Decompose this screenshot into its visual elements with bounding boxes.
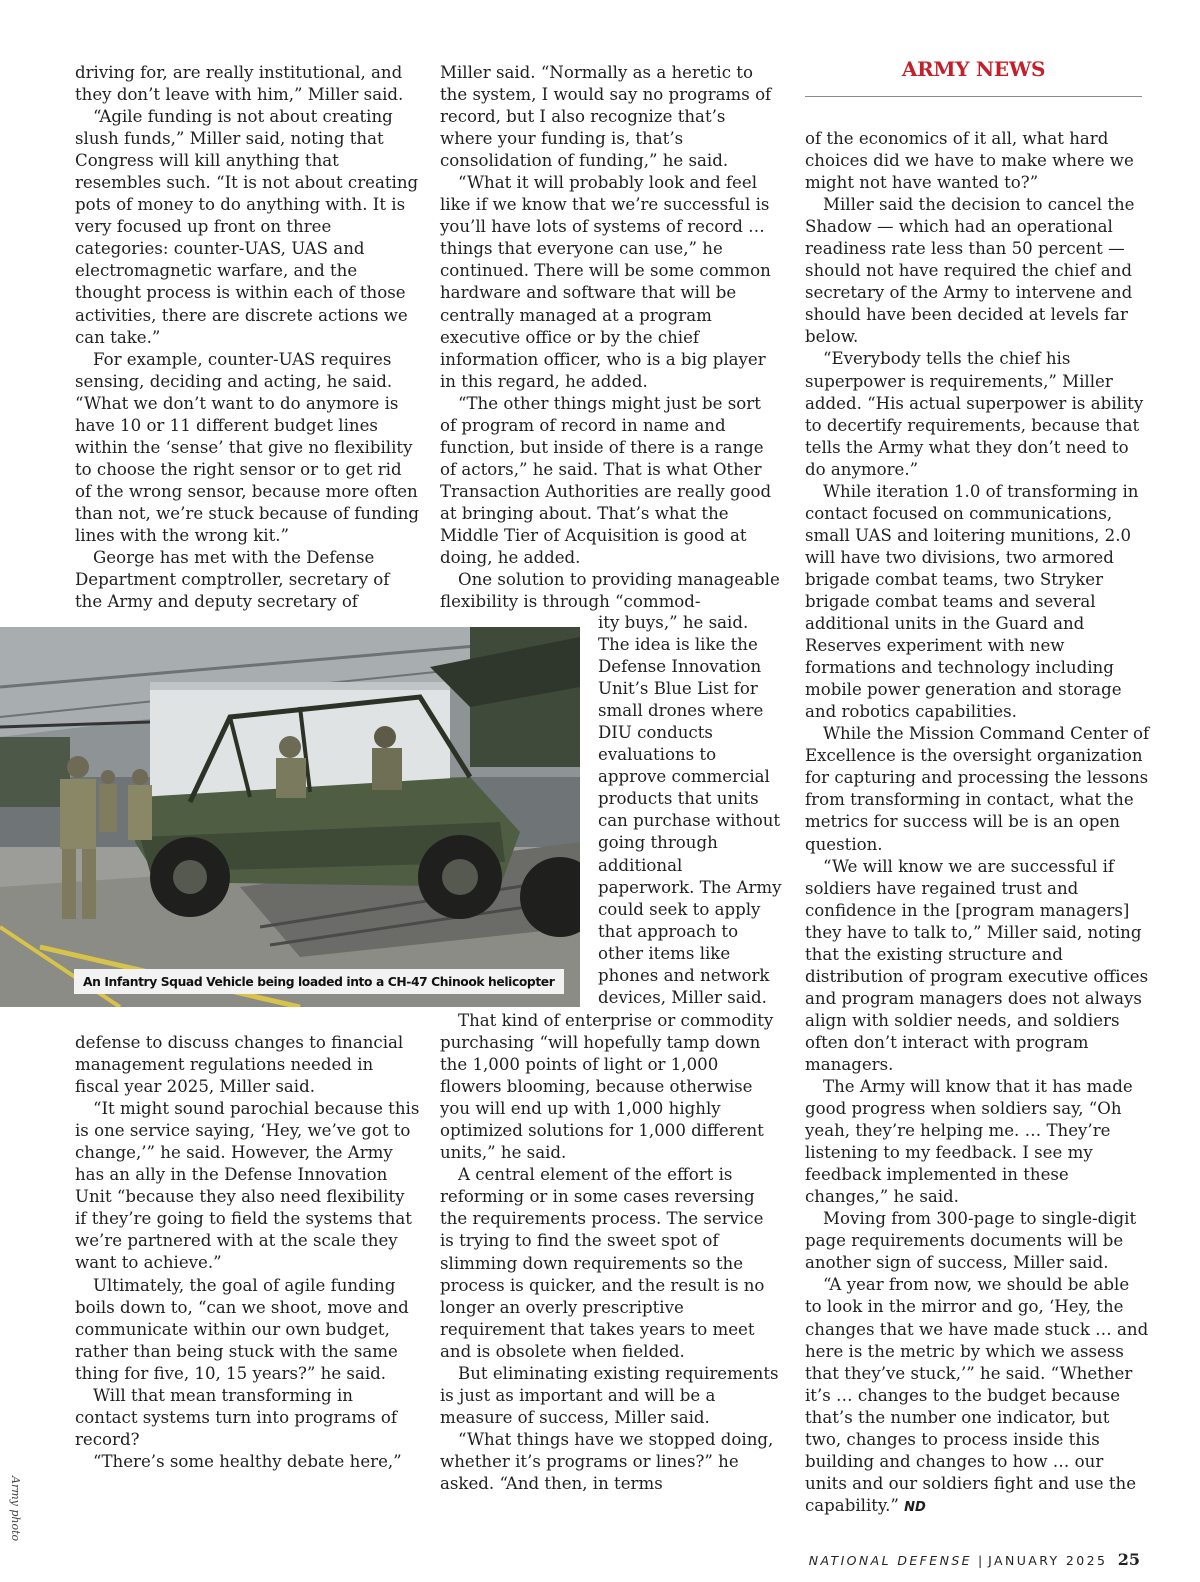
- paragraph: “The other things might just be sort of program of record in name and function, but inside of there is a range of actors,” he said. That is what Other Transaction Authorities are really good at bringing about. That’s what the Middle Tier of Acquisition is good at doing, he added.: [440, 393, 772, 568]
- column-1-top: [75, 62, 420, 613]
- paragraph: But eliminating existing requirements is just as important and will be a measure of success, Miller said.: [440, 1363, 779, 1427]
- issue-date: JANUARY 2025: [988, 1553, 1108, 1568]
- paragraph: While the Mission Command Center of Excellence is the oversight organization for capturing and processing the lessons from transforming in contact, what the metrics for success will be is an open question.: [805, 724, 1150, 854]
- paragraph: ity buys,” he said. The idea is like the Defense Innovation Unit’s Blue List for small drones where DIU conducts evaluations to approve commercial products that units can purchase without going through additional paperwork. The Army could seek to apply that approach to other items like phones and network devices, Miller said.: [598, 613, 782, 1007]
- paragraph: Miller said. “Normally as a heretic to the system, I would say no programs of record, but I also recognize that’s where your funding is, that’s consolidation of funding,” he said.: [440, 63, 772, 171]
- column-2-bottom: [440, 1010, 782, 1495]
- column-2-top: [440, 62, 782, 613]
- paragraph: “There’s some healthy debate here,”: [93, 1451, 402, 1471]
- paragraph: defense to discuss changes to financial management regulations needed in fiscal year 2025, Miller said.: [75, 1033, 404, 1097]
- paragraph: “It might sound parochial because this is one service saying, ‘Hey, we’ve got to change,’” he said. However, the Army has an ally in the Defense Innovation Unit “because they also need flexibility if they’re going to field the systems that we’re partnered with at the scale they want to achieve.”: [75, 1099, 420, 1273]
- paragraph: “We will know we are successful if soldiers have regained trust and confidence in the [program managers] they have to talk to,” Miller said, noting that the existing structure and distribution of program executive offices and program managers does not always align with soldier needs, and soldiers often don’t interact with program managers.: [805, 856, 1149, 1074]
- paragraph: “Agile funding is not about creating slush funds,” Miller said, noting that Congress will kill anything that resembles such. “It is not about creating pots of money to do anything with. It is very focused up front on three categories: counter-UAS, UAS and electromagnetic warfare, and the thought process is within each of those activities, there are discrete actions we can take.”: [75, 107, 419, 347]
- page-footer: [809, 1550, 1140, 1569]
- section-header-rule: [805, 96, 1142, 97]
- article-photo: [0, 627, 580, 1007]
- paragraph: A central element of the effort is reforming or in some cases reversing the requirements process. The service is trying to find the sweet spot of slimming down requirements so the process is quicker, and the result is no longer an overly prescriptive requirement that takes years to meet and is obsolete when fielded.: [440, 1165, 765, 1361]
- column-1-bottom: [75, 1032, 420, 1473]
- paragraph: “What things have we stopped doing, whether it’s programs or lines?” he asked. “And then, in terms: [440, 1429, 774, 1493]
- photo-caption: An Infantry Squad Vehicle being loaded into a CH-47 Chinook helicopter: [74, 969, 564, 994]
- paragraph: Ultimately, the goal of agile funding boils down to, “can we shoot, move and communicate within our own budget, rather than being stuck with the same thing for five, 10, 15 years?” he said.: [75, 1275, 409, 1383]
- paragraph: driving for, are really institutional, and they don’t leave with him,” Miller said.: [75, 63, 404, 105]
- paragraph: Miller said the decision to cancel the Shadow — which had an operational readiness rate less than 50 percent — should not have required the chief and secretary of the Army to intervene and should have been decided at levels far below.: [805, 195, 1135, 347]
- paragraph: “What it will probably look and feel like if we know that we’re successful is you’ll have lots of systems of record … things that everyone can use,” he continued. There will be some common hardware and software that will be centrally managed at a program executive office or by the chief information officer, who is a big player in this regard, he added.: [440, 173, 771, 391]
- paragraph-text: “A year from now, we should be able to look in the mirror and go, ‘Hey, the changes that we have made stuck … and here is the metric by which we assess that they’ve stuck,’” he said. “Whether it’s … changes to the budget because that’s the number one indicator, but two, changes to process inside this building and changes to how … our units and our soldiers fight and use the capability.”: [805, 1275, 1149, 1515]
- column-3: [805, 128, 1150, 1519]
- paragraph: That kind of enterprise or commodity purchasing “will hopefully tamp down the 1,000 points of light or 1,000 flowers blooming, because otherwise you will end up with 1,000 highly optimized solutions for 1,000 different units,” he said.: [440, 1011, 774, 1163]
- paragraph: The Army will know that it has made good progress when soldiers say, “Oh yeah, they’re helping me. … They’re listening to my feedback. I see my feedback implemented in these changes,” he said.: [805, 1077, 1133, 1207]
- paragraph: While iteration 1.0 of transforming in contact focused on communications, small UAS and loitering munitions, 2.0 will have two divisions, two armored brigade combat teams, two Stryker brigade combat teams and several additional units in the Guard and Reserves experiment with new formations and technology including mobile power generation and storage and robotics capabilities.: [805, 481, 1139, 722]
- paragraph: One solution to providing manageable flexibility is through “commod-: [440, 570, 780, 612]
- paragraph: George has met with the Defense Department comptroller, secretary of the Army and deputy secretary of: [75, 548, 390, 612]
- paragraph: of the economics of it all, what hard choices did we have to make where we might not have wanted to?”: [805, 129, 1134, 193]
- column-2-wrap-beside-photo: [598, 612, 783, 1009]
- last-paragraph: [805, 1274, 1150, 1519]
- paragraph: Will that mean transforming in contact systems turn into programs of record?: [75, 1385, 398, 1449]
- footer-separator: |: [977, 1553, 983, 1568]
- paragraph: For example, counter-UAS requires sensing, deciding and acting, he said. “What we don’t want to do anymore is have 10 or 11 different budget lines within the ‘sense’ that give no flexibility to choose the right sensor or to get rid of the wrong sensor, because more often than not, we’re stuck because of funding lines with the wrong kit.”: [75, 349, 420, 545]
- paragraph: “Everybody tells the chief his superpower is requirements,” Miller added. “His actual superpower is ability to decertify requirements, because that tells the Army what they don’t need to do anymore.”: [805, 349, 1144, 479]
- photo-illustration: [0, 627, 580, 1007]
- end-mark: ND: [904, 1499, 926, 1515]
- section-header: ARMY NEWS: [901, 57, 1046, 81]
- publication-name: NATIONAL DEFENSE: [808, 1553, 972, 1568]
- page-number: 25: [1117, 1550, 1140, 1569]
- paragraph: Moving from 300-page to single-digit page requirements documents will be another sign of success, Miller said.: [805, 1209, 1137, 1273]
- photo-credit: Army photo: [9, 1476, 22, 1542]
